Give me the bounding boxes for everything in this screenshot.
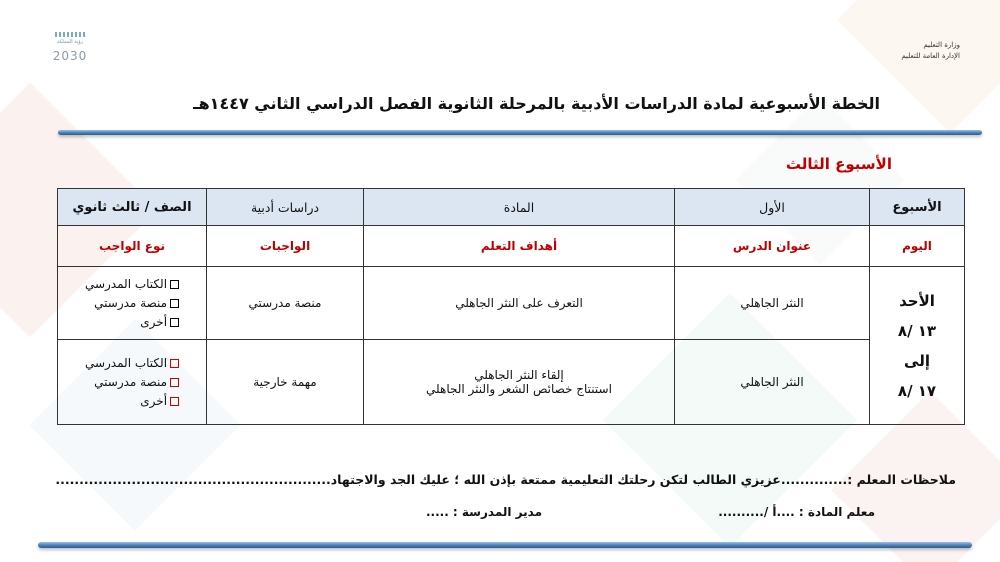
homework-type-option bbox=[85, 313, 179, 332]
objective-line: إلقاء النثر الجاهلي bbox=[474, 368, 564, 382]
teacher-signature: معلم المادة : ....أ /.......... bbox=[718, 505, 875, 519]
checkbox[interactable] bbox=[170, 280, 179, 289]
lesson-title-cell: النثر الجاهلي bbox=[675, 340, 870, 425]
homework-cell: منصة مدرستي bbox=[207, 267, 364, 340]
day-cell bbox=[870, 267, 965, 425]
objective-line: التعرف على النثر الجاهلي bbox=[455, 296, 583, 310]
option-label: الكتاب المدرسي bbox=[84, 355, 168, 370]
option-label: أخرى bbox=[140, 314, 168, 329]
logo-year: 2030 bbox=[52, 49, 88, 63]
homework-type-list bbox=[85, 275, 179, 332]
title-divider bbox=[58, 130, 982, 135]
objectives-cell bbox=[364, 340, 675, 425]
option-label: منصة مدرستي bbox=[94, 295, 168, 310]
ministry-line-2: الإدارة العامة للتعليم bbox=[901, 52, 960, 60]
table-header-row bbox=[58, 189, 965, 226]
day-name: الأحد bbox=[899, 291, 935, 310]
homework-type-option bbox=[85, 373, 179, 392]
lesson-title-header: عنوان الدرس bbox=[675, 226, 870, 267]
ministry-header bbox=[901, 40, 960, 62]
checkbox[interactable] bbox=[170, 299, 179, 308]
homework-type-cell bbox=[58, 267, 207, 340]
page-title: الخطة الأسبوعية لمادة الدراسات الأدبية بالمرحلة الثانوية الفصل الدراسي الثاني ١٤٤٧هـ bbox=[193, 94, 880, 113]
ministry-line-1: وزارة التعليم bbox=[923, 41, 960, 49]
weekly-plan-table bbox=[57, 188, 965, 425]
grade-header: الصف / ثالث ثانوي bbox=[58, 189, 207, 226]
date-from: ١٣ /٨ bbox=[897, 321, 937, 340]
week-title: الأسبوع الثالث bbox=[785, 155, 892, 173]
table-row bbox=[58, 340, 965, 425]
checkbox[interactable] bbox=[170, 359, 179, 368]
homework-type-option bbox=[85, 392, 179, 411]
option-label: الكتاب المدرسي bbox=[84, 276, 168, 291]
homework-type-option bbox=[85, 275, 179, 294]
vision-2030-logo bbox=[40, 32, 100, 63]
homework-type-option bbox=[85, 354, 179, 373]
lesson-title-cell: النثر الجاهلي bbox=[675, 267, 870, 340]
option-label: منصة مدرستي bbox=[94, 374, 168, 389]
objective-line: استنتاج خصائص الشعر والنثر الجاهلي bbox=[426, 382, 612, 396]
logo-tagline: رؤية المملكة bbox=[56, 39, 84, 45]
principal-signature: مدير المدرسة : ..... bbox=[425, 505, 542, 519]
homework-header: الواجبات bbox=[207, 226, 364, 267]
objectives-cell bbox=[364, 267, 675, 340]
table-subheader-row bbox=[58, 226, 965, 267]
date-to: ١٧ /٨ bbox=[897, 381, 937, 400]
homework-cell: مهمة خارجية bbox=[207, 340, 364, 425]
homework-type-list bbox=[85, 354, 179, 411]
homework-type-cell bbox=[58, 340, 207, 425]
teacher-notes: ملاحظات المعلم :..............عزيزي الطالب لتكن رحلتك التعليمية ممتعة بإذن الله ؛ عليك الجد والاجتهاد.......................................................... bbox=[55, 472, 956, 487]
homework-type-option bbox=[85, 294, 179, 313]
checkbox[interactable] bbox=[170, 318, 179, 327]
week-number: الأول bbox=[675, 189, 870, 226]
week-header: الأسبوع bbox=[870, 189, 965, 226]
objectives-header: أهداف التعلم bbox=[364, 226, 675, 267]
date-to-word: إلى bbox=[904, 351, 930, 370]
table-row bbox=[58, 267, 965, 340]
logo-mark bbox=[55, 32, 85, 37]
checkbox[interactable] bbox=[170, 397, 179, 406]
day-column-header: اليوم bbox=[870, 226, 965, 267]
option-label: أخرى bbox=[140, 393, 168, 408]
subject-header: المادة bbox=[364, 189, 675, 226]
checkbox[interactable] bbox=[170, 378, 179, 387]
homework-type-header: نوع الواجب bbox=[58, 226, 207, 267]
footer-divider bbox=[38, 542, 972, 548]
subject-value: دراسات أدبية bbox=[207, 189, 364, 226]
